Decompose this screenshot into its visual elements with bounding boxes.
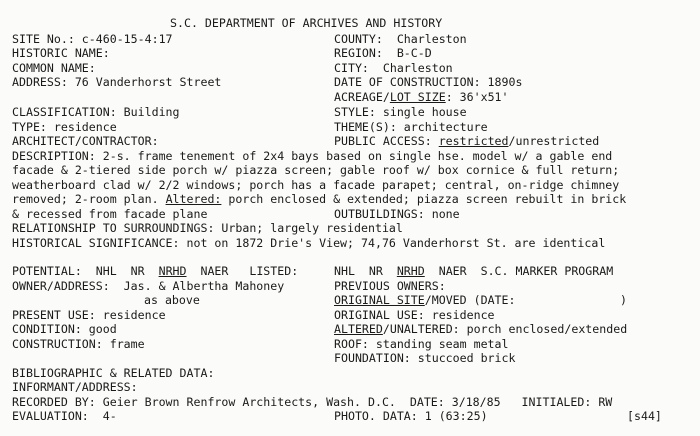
listed-options xyxy=(334,264,613,278)
moved-date-close: ) xyxy=(620,293,627,307)
description-line-4-start: removed; 2-room plan. xyxy=(12,192,166,206)
description-line-5: & recessed from facade plane xyxy=(12,207,208,221)
potential xyxy=(12,264,298,278)
original-site-label: ORIGINAL SITE xyxy=(334,293,425,307)
public-access-label: PUBLIC ACCESS: xyxy=(334,134,439,148)
county: COUNTY: Charleston xyxy=(334,32,467,46)
potential-nrhd: NRHD xyxy=(158,264,187,278)
moved-date-label: /MOVED (DATE: xyxy=(424,293,516,307)
photo-reference: [s44] xyxy=(627,409,662,423)
public-access-unrestricted: /unrestricted xyxy=(508,134,600,148)
type: TYPE: residence xyxy=(12,120,117,134)
informant-address: INFORMANT/ADDRESS: xyxy=(12,380,138,394)
owner-address: OWNER/ADDRESS: Jas. & Albertha Mahoney xyxy=(12,279,285,293)
description-line-3: weatherboard clad w/ 2/2 windows; porch has a facade parapet; central, on-ridge chimney xyxy=(12,178,620,192)
public-access-restricted: restricted xyxy=(438,134,509,148)
common-name: COMMON NAME: xyxy=(12,61,96,75)
site-number: SITE No.: c-460-15-4:17 xyxy=(12,32,173,46)
owner-address-line-2: as above xyxy=(144,293,200,307)
form-title: S.C. DEPARTMENT OF ARCHIVES AND HISTORY xyxy=(170,16,443,30)
altered-keyword: Altered: xyxy=(165,192,222,206)
potential-listed-label: NAER LISTED: xyxy=(186,264,299,278)
photo-data: PHOTO. DATA: 1 (63:25) xyxy=(334,409,488,423)
historic-name: HISTORIC NAME: xyxy=(12,46,110,60)
listed-prefix: NHL NR xyxy=(334,264,397,278)
date-of-construction: DATE OF CONSTRUCTION: 1890s xyxy=(334,75,523,89)
recorded-by: RECORDED BY: Geier Brown Renfrow Architects, Wash. D.C. DATE: 3/18/85 INITIALED: RW xyxy=(12,395,613,409)
style: STYLE: single house xyxy=(334,105,467,119)
acreage-lot-size xyxy=(334,90,509,104)
roof: ROOF: standing seam metal xyxy=(334,337,509,351)
original-use: ORIGINAL USE: residence xyxy=(334,308,495,322)
architect-contractor: ARCHITECT/CONTRACTOR: xyxy=(12,134,159,148)
historical-significance: HISTORICAL SIGNIFICANCE: not on 1872 Drie's View; 74,76 Vanderhorst St. are identical xyxy=(12,236,606,250)
acreage-value: : 36'x51' xyxy=(445,90,509,104)
description-line-4-end: porch enclosed & extended; piazza screen rebuilt in brick xyxy=(221,192,627,206)
construction: CONSTRUCTION: frame xyxy=(12,337,145,351)
listed-suffix: NAER S.C. MARKER PROGRAM xyxy=(424,264,614,278)
description-line-2: facade & 2-tiered side porch w/ piazza screen; gable roof w/ box cornice & full return; xyxy=(12,163,620,177)
altered-label: ALTERED xyxy=(334,322,383,336)
themes: THEME(S): architecture xyxy=(334,120,488,134)
outbuildings: OUTBUILDINGS: none xyxy=(334,207,460,221)
potential-label: POTENTIAL: NHL NR xyxy=(12,264,159,278)
region: REGION: B-C-D xyxy=(334,46,432,60)
original-site-moved xyxy=(334,293,516,307)
address: ADDRESS: 76 Vanderhorst Street xyxy=(12,75,222,89)
public-access xyxy=(334,134,599,148)
city: CITY: Charleston xyxy=(334,61,453,75)
evaluation: EVALUATION: 4- xyxy=(12,409,117,423)
description-line-1: DESCRIPTION: 2-s. frame tenement of 2x4 bays based on single hse. model w/ a gable end xyxy=(12,149,613,163)
present-use: PRESENT USE: residence xyxy=(12,308,166,322)
condition: CONDITION: good xyxy=(12,322,117,336)
bibliographic-data: BIBLIOGRAPHIC & RELATED DATA: xyxy=(12,366,215,380)
classification: CLASSIFICATION: Building xyxy=(12,105,180,119)
relationship-to-surroundings: RELATIONSHIP TO SURROUNDINGS: Urban; largely residential xyxy=(12,221,403,235)
previous-owners: PREVIOUS OWNERS: xyxy=(334,279,446,293)
listed-nrhd: NRHD xyxy=(396,264,425,278)
altered-unaltered xyxy=(334,322,627,336)
description-line-4 xyxy=(12,192,626,206)
altered-detail: /UNALTERED: porch enclosed/extended xyxy=(382,322,628,336)
acreage-label: ACREAGE/ xyxy=(334,90,390,104)
lot-size-label: LOT SIZE xyxy=(389,90,446,104)
foundation: FOUNDATION: stuccoed brick xyxy=(334,351,516,365)
